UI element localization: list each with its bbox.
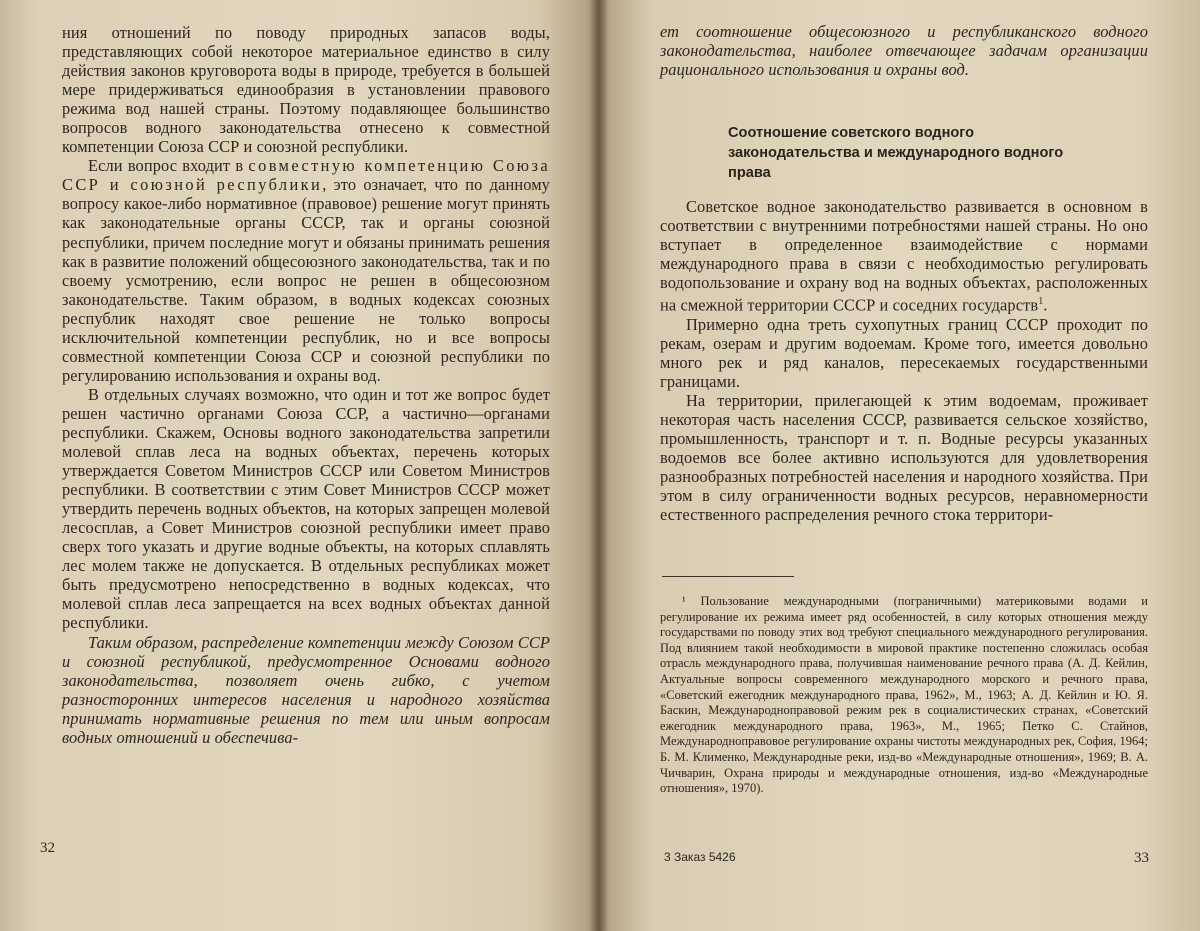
continuation-text: ет соотношение общесоюзного и республиканского водного законодательства, наиболее отвечающее задачам организации рационального использования и охраны вод. [660, 22, 1148, 80]
book-gutter [590, 0, 608, 931]
paragraph-5-text: Советское водное законодательство развивается в основном в соответствии с внутренними потребностями нашей страны. Но оно вступает в определенное взаимодействие с нормами международного права в связи с необходимостью регулировать водопользование и охрану вод на водных объектах, расположенных на смежной территории СССР и соседних государств [660, 197, 1148, 315]
section-heading: Соотношение советского водного законодательства и международного водного права [728, 125, 1064, 181]
paragraph-1: ния отношений по поводу природных запасов воды, представляющих собой некоторое материальное единство в силу действия законов круговорота воды в природе, требуется в большей мере придерживаться единообразия в установлении правового режима вод нашей страны. Поэтому подавляющее большинство вопросов водного законодательства отнесено к совместной компетенции Союза ССР и союзной республики. [62, 23, 550, 157]
paragraph-2 [62, 156, 550, 385]
paragraph-2-rest: , это означает, что по данному вопросу какое-либо нормативное (правовое) решение могут принять как законодательные органы СССР, так и органы союзной республики, причем последние могут и обязаны принимать решения как в развитие положений общесоюзного законодательства, так и по своему усмотрению, если вопрос не решен в общесоюзном законодательстве. Таким образом, в водных кодексах союзных республик находят свое решение не только вопросы исключительной компетенции республик, но и все вопросы совместной компетенции Союза ССР и союзной республики по регулированию использования и охраны вод. [62, 175, 550, 385]
printing-signature: 3 Заказ 5426 [664, 850, 736, 864]
footnote-divider [662, 576, 794, 577]
right-page-text [660, 197, 1148, 524]
paragraph-5: Советское водное законодательство развивается в основном в соответствии с внутренними потребностями нашей страны. Но оно вступает в определенное взаимодействие с нормами международного права в связи с необходимостью регулировать водопользование и охрану вод на водных объектах, расположенных на смежной территории СССР и соседних государств$^1$. [660, 197, 1148, 315]
paragraph-6: Примерно одна треть сухопутных границ СССР проходит по рекам, озерам и другим водоемам. Кроме того, имеется довольно много рек и ряд каналов, пересекаемых государственными границами. [660, 314, 1148, 391]
paragraph-4: Таким образом, распределение компетенции между Союзом ССР и союзной республикой, предусмотренное Основами водного законодательства, позволяет очень гибко, с учетом разносторонних интересов населения и народного хозяйства принимать нормативные решения по тем или иным вопросам водных отношений и обеспечива- [62, 632, 550, 747]
page-number-right: 33 [1134, 850, 1149, 866]
footnote: ¹ Пользование международными (пограничными) материковыми водами и регулирование их режима имеет ряд особенностей, в силу которых отношения между государствами по поводу этих вод требуют специального международного регулирования. Под влиянием такой необходимости в мировой практике постепенно сложилась особая отрасль международного права, получившая наименование речного права (А. Д. Кейлин, Актуальные вопросы современного международного морского и речного права, «Советский ежегодник международного права, 1962», М., 1963; А. Д. Кейлин и Ю. Я. Баскин, Международноправовой режим рек в социалистических странах, «Советский ежегодник международного права, 1963», М., 1965; Петко С. Стайнов, Международноправовое регулирование охраны чистоты международных рек, София, 1964; Б. М. Клименко, Международные реки, изд-во «Международные отношения», 1969; В. А. Чичварин, Охрана природы и международные отношения, изд-во «Международные отношения», 1970). [660, 594, 1148, 796]
paragraph-2-start: Если вопрос входит в [88, 156, 249, 176]
paragraph-7: На территории, прилегающей к этим водоемам, проживает некоторая часть населения СССР, развивается сельское хозяйство, промышленность, транспорт и т. п. Водные ресурсы указанных водоемов все более активно используются для удовлетворения разнообразных потребностей населения и народного хозяйства. При этом в силу ограниченности водных ресурсов, неравномерности естественного распределения речного стока территори- [660, 390, 1148, 525]
left-page-text [62, 23, 550, 747]
spaced-emphasis: совместную компетенцию Союза ССР и союзной республики [62, 156, 550, 195]
left-page [0, 0, 598, 931]
footnote-mark: 1 [1038, 296, 1044, 308]
page-number-left: 32 [40, 840, 55, 856]
paragraph-3: В отдельных случаях возможно, что один и тот же вопрос будет решен частично органами Союза ССР, а частично—органами республики. Скажем, Основы водного законодательства запретили молевой сплав леса на водных объектах, перечень которых утверждается Советом Министров СССР или Советом Министров республики. В соответствии с этим Совет Министров СССР может утвердить перечень водных объектов, на которых запрещен молевой лесосплав, а Совет Министров союзной республики имеет право сверх того указать и другие водные объекты, на которых сплавлять лес молем также не допускается. В отдельных республиках может быть предусмотрено непосредственно в водных кодексах, что молевой сплав леса запрещается на всех водных объектах данной республики. [62, 384, 550, 633]
right-page [598, 0, 1200, 931]
